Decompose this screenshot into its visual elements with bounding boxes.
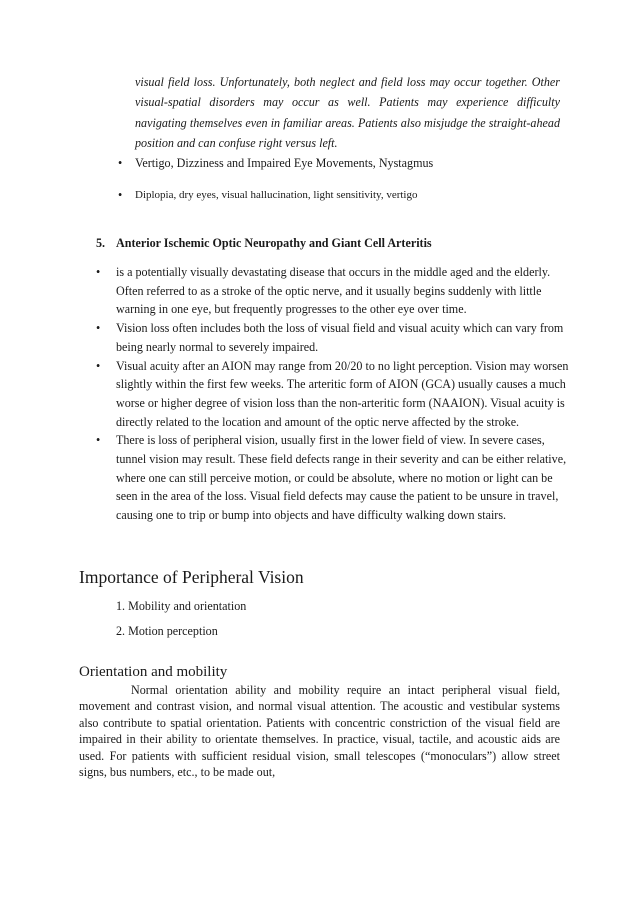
importance-heading: Importance of Peripheral Vision [79,567,304,587]
importance-item: 1. Mobility and orientation [116,599,247,613]
section-number: 5. [96,236,106,250]
section5-bullet-list [96,263,571,525]
list-item [96,431,571,525]
list-item-text: is a potentially visually devastating disease that occurs in the middle aged and the elderly. Often referred to as a stroke of the optic nerve, and it usually begins suddenly with little warning in one eye, but frequently progresses to the other eye over time. [116,265,551,317]
list-item-text: There is loss of peripheral vision, usually first in the lower field of view. In severe cases, tunnel vision may result. These field defects range in their severity and can be either relative, where one can still perceive motion, or could be absolute, where no motion or light can be seen in the area of the loss. Visual field defects may cause the patient to be unsure in travel, causing one to trip or bump into objects and have difficulty walking down stairs. [116,433,567,523]
list-item-text: Visual acuity after an AION may range from 20/20 to no light perception. Vision may worsen slightly within the first few weeks. The arteritic form of AION (GCA) usually causes a much worse or higher degree of vision loss than the non-arteritic form (NAAION). Visual acuity is directly related to the location and amount of the optic nerve affected by the stroke. [116,358,569,429]
bullet-icon: • [118,156,123,170]
list-item-text: Vision loss often includes both the loss of visual field and visual acuity which can vary from being nearly normal to severely impaired. [116,321,564,354]
section-title: Anterior Ischemic Optic Neuropathy and Giant Cell Arteritis [116,236,432,250]
bullet-icon: • [118,188,123,202]
bullet-icon: • [96,321,101,336]
italic-paragraph: visual field loss. Unfortunately, both neglect and field loss may occur together. Other visual-spatial disorders may occur as well. Patients may experience difficulty navigating themselves even in familiar areas. Patients also misjudge the straight-ahead position and can confuse right versus left. [135,75,560,151]
orientation-heading: Orientation and mobility [79,664,228,680]
importance-item: 2. Motion perception [116,624,218,638]
section-heading-5 [96,236,432,251]
list-item [96,263,571,319]
sub-bullet-text: Diplopia, dry eyes, visual hallucination, light sensitivity, vertigo [135,189,418,201]
sub-bullet-text: Vertigo, Dizziness and Impaired Eye Movements, Nystagmus [135,156,434,170]
list-item [96,319,571,356]
orientation-paragraph: Normal orientation ability and mobility require an intact peripheral visual field, movement and contrast vision, and normal visual attention. The acoustic and vestibular systems also contribute to spatial orientation. Patients with concentric constriction of the visual field are impaired in their ability to orientate themselves. In practice, visual, tactile, and acoustic aids are used. For patients with sufficient residual vision, small telescopes (“monoculars”) allow street signs, bus numbers, etc., to be made out, [79,683,560,780]
bullet-icon: • [96,265,101,279]
list-item [96,357,571,432]
bullet-icon: • [96,433,101,448]
bullet-icon: • [96,358,101,373]
